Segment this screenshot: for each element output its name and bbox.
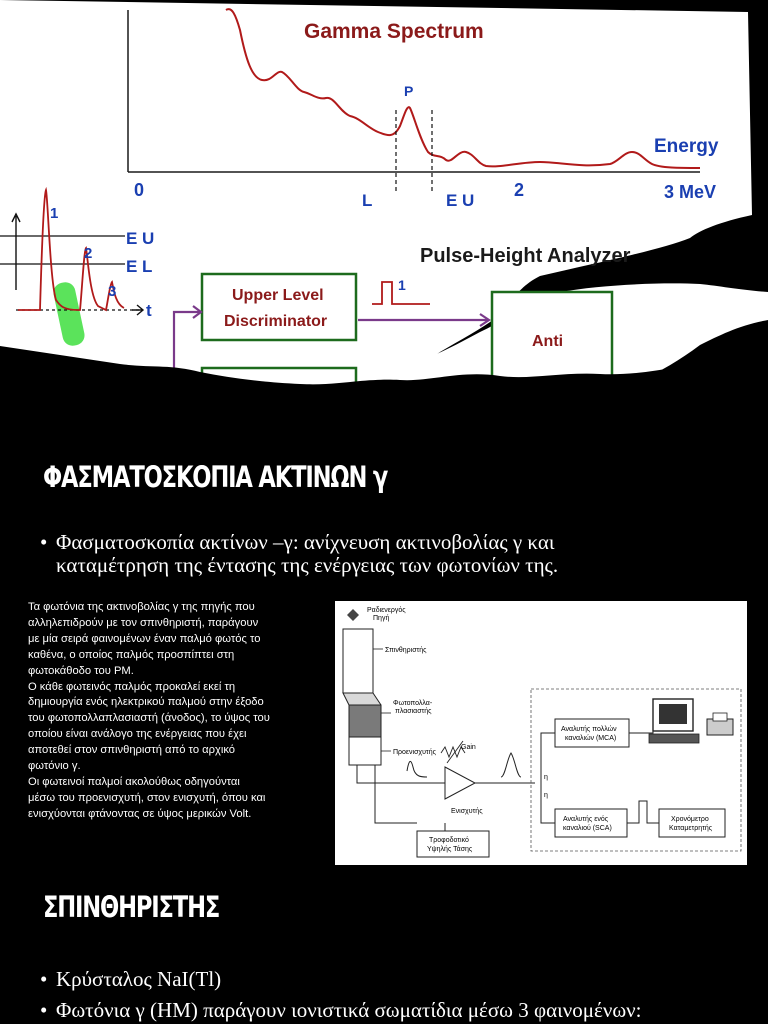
paragraph-line: δημιουργία ενός ηλεκτρικού παλμού στην έξοδο	[28, 696, 264, 709]
section-heading-scintillator: ΣΠΙΝΘΗΡΙΣΤΗΣ	[43, 890, 220, 924]
t-label: t	[146, 301, 152, 320]
paragraph-line: μέσω του προενισχυτή, στον ενισχυτή, όπου και	[28, 791, 266, 804]
paragraph-line: οποίου είναι ανάλογο της ενέργειας που έχει	[28, 728, 247, 741]
timer-label-1: Χρονόμετρο	[671, 816, 709, 823]
hv-label-1: Τροφοδοτικό	[429, 837, 469, 844]
bullet-text: Φωτόνια γ (ΗΜ) παράγουν ιονιστικά σωματίδια μέσω 3 φαινομένων:	[56, 998, 642, 1022]
discriminator-label-2: Discriminator	[224, 313, 328, 330]
bullet-gamma-spectroscopy	[40, 531, 760, 577]
hv-label-2: Υψηλής Τάσης	[427, 846, 473, 853]
tick-2: 2	[514, 180, 525, 200]
bullet-marker: •	[40, 967, 48, 991]
body-paragraph	[28, 600, 318, 823]
source-label-1: Ραδιενεργός	[367, 607, 406, 614]
scintillator-block	[343, 629, 373, 693]
tick-3mev: 3 MeV	[664, 182, 717, 202]
paragraph-line: φωτόνιο γ.	[28, 760, 81, 773]
computer-keyboard-icon	[649, 734, 699, 743]
energy-axis-label: Energy	[654, 136, 719, 157]
mca-label-2: καναλιών (MCA)	[565, 735, 617, 742]
section-heading-gamma-spectroscopy: ΦΑΣΜΑΤΟΣΚΟΠΙΑ ΑΚΤΙΝΩΝ γ	[43, 460, 388, 494]
el-label: E L	[126, 257, 153, 276]
paragraph-line: αλληλεπιδρούν με τον σπινθηριστή, παράγουν	[28, 616, 259, 629]
paragraph-line: φωτοκάθοδο του PM.	[28, 664, 134, 677]
sca-label-2: καναλιού (SCA)	[563, 825, 612, 832]
paragraph-line: με μία σειρά φαινομένων έναν παλμό φωτός το	[28, 632, 261, 645]
paragraph-line: Ο κάθε φωτεινός παλμός προκαλεί εκεί τη	[28, 680, 236, 693]
source-label-2: Πηγή	[373, 615, 390, 622]
paragraph-line: αποτεθεί στον σπινθηριστή από το αρχικό	[28, 744, 236, 757]
mca-label-1: Αναλυτής πολλών	[561, 726, 617, 733]
preamp-block	[349, 737, 381, 765]
tick-0: 0	[134, 180, 145, 200]
paragraph-line: του φωτοπολλαπλασιαστή (άνοδος), το ύψος του	[28, 712, 270, 725]
preamp-label: Προενισχυτής	[393, 749, 436, 756]
upper-level-discriminator-box	[202, 274, 356, 340]
eta-2: η	[544, 792, 548, 799]
bullet-photon-interactions	[40, 999, 768, 1022]
mca-box	[555, 719, 629, 747]
pulse-label-1: 1	[50, 205, 59, 222]
pm-label-1: Φωτοπολλα-	[393, 700, 433, 707]
eu-label: E U	[126, 229, 155, 248]
printer-icon	[707, 719, 733, 735]
spectrum-title: Gamma Spectrum	[304, 20, 484, 43]
timer-label-2: Καταμετρητής	[669, 825, 713, 832]
gain-label: Gain	[461, 744, 476, 751]
pm-label-2: πλασιαστής	[395, 708, 432, 715]
hv-supply-box	[417, 831, 489, 857]
window-label-el: L	[362, 191, 373, 210]
discriminator-label-1: Upper Level	[232, 287, 324, 304]
bullet-line-2: καταμέτρηση της έντασης της ενέργειας των φωτονίων της.	[56, 553, 559, 577]
paragraph-line: ενισχύονται φτάνοντας σε ύψος μερικών Volt.	[28, 807, 252, 820]
sca-label-1: Αναλυτής ενός	[563, 816, 609, 823]
paragraph-line: Οι φωτεινοί παλμοί ακολούθως οδηγούνται	[28, 775, 240, 788]
paragraph-line: καθένα, ο οποίος παλμός προσπίπτει στη	[28, 648, 235, 661]
bullet-marker: •	[40, 530, 48, 554]
bullet-line-1: Φασματοσκοπία ακτίνων –γ: ανίχνευση ακτινοβολίας γ και	[56, 530, 555, 554]
pulse-label-2: 2	[84, 245, 93, 262]
output-pulse-label: 1	[398, 277, 406, 293]
pha-title: Pulse-Height Analyzer	[420, 245, 631, 267]
scintillator-label: Σπινθηριστής	[385, 647, 427, 654]
timer-counter-box	[659, 809, 725, 837]
bullet-text: Κρύσταλος NaI(Tl)	[56, 967, 222, 991]
pm-dark-section	[349, 705, 381, 737]
eta-1: η	[544, 774, 548, 781]
amplifier-label: Ενισχυτής	[451, 808, 483, 815]
anti-label: Anti	[532, 333, 564, 350]
paragraph-line: Τα φωτόνια της ακτινοβολίας γ της πηγής που	[28, 601, 255, 613]
bullet-nai-crystal	[40, 968, 760, 991]
detector-block-diagram	[335, 601, 747, 865]
gamma-spectrum-figure	[0, 0, 768, 430]
window-label-eu: E U	[446, 191, 475, 210]
bullet-marker: •	[40, 998, 48, 1022]
peak-label: P	[404, 83, 414, 99]
pulse-label-3: 3	[108, 283, 117, 300]
sca-box	[555, 809, 627, 837]
